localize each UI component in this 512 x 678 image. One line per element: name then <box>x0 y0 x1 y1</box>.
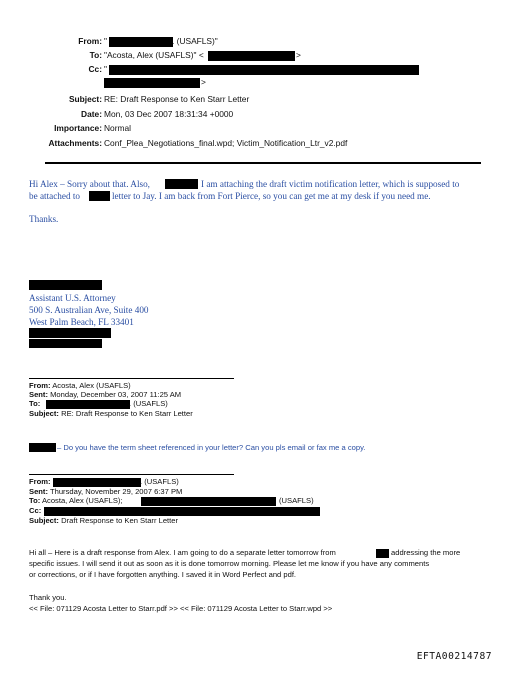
to-label: To: <box>89 50 102 60</box>
to-value: "Acosta, Alex (USAFLS)" < <box>104 50 204 60</box>
cc-label: Cc: <box>88 64 102 74</box>
signature-title: Assistant U.S. Attorney <box>29 293 116 303</box>
forward1-subject-value: RE: Draft Response to Ken Starr Letter <box>61 409 193 418</box>
forward1-from-label: From: <box>29 381 51 390</box>
forward2-to-value: Acosta, Alex (USAFLS); <box>41 496 123 505</box>
forward2-subject-label: Subject: <box>29 516 59 525</box>
redaction-from <box>109 37 173 47</box>
subject-label: Subject: <box>68 94 102 104</box>
forward2-to-suffix: (USAFLS) <box>279 496 314 505</box>
forward2-body-line2: specific issues. I will send it out as soon as it is done tomorrow morning. Please let me know if you have any comments <box>29 559 430 568</box>
forward2-body-line1-b: addressing the more <box>391 548 461 557</box>
importance-label: Importance: <box>54 123 102 133</box>
forward2-sent-value: Thursday, November 29, 2007 6:37 PM <box>49 487 183 496</box>
forward2-to-label: To: <box>29 496 41 505</box>
forward2-thanks: Thank you. <box>29 593 67 602</box>
signature-address1: 500 S. Australian Ave, Suite 400 <box>29 305 149 315</box>
bates-number: EFTA00214787 <box>416 651 492 662</box>
importance-value: Normal <box>104 123 131 133</box>
forward1-sent-value: Monday, December 03, 2007 11:25 AM <box>50 390 182 399</box>
redaction-forward2-to <box>141 497 276 506</box>
redaction-cc-line2 <box>104 78 200 88</box>
redaction-forward2-body <box>376 549 389 558</box>
redaction-cc <box>109 65 419 75</box>
message-line2-b: letter to Jay. I am back from Fort Pierce, so you can get me at my desk if you need me. <box>112 191 431 201</box>
date-value: Mon, 03 Dec 2007 18:31:34 +0000 <box>104 109 234 119</box>
signature-address2: West Palm Beach, FL 33401 <box>29 317 134 327</box>
forward1-divider <box>29 378 234 379</box>
redaction-phone-2 <box>29 339 102 348</box>
redaction-to <box>208 51 295 61</box>
redaction-phone-1 <box>29 328 111 338</box>
forward2-from-suffix: . (USAFLS) <box>140 477 179 486</box>
forward1-to-suffix: . (USAFLS) <box>129 399 168 408</box>
redaction-message-1 <box>165 179 198 189</box>
attachments-value: Conf_Plea_Negotiations_final.wpd; Victim_Notification_Ltr_v2.pdf <box>104 138 348 148</box>
forward2-cc-label: Cc: <box>29 506 42 515</box>
forward1-body: – Do you have the term sheet referenced in your letter? Can you pls email or fax me a copy. <box>57 443 366 452</box>
forward1-sent-label: Sent: <box>29 390 48 399</box>
forward1-from-value: Acosta, Alex (USAFLS) <box>52 381 131 390</box>
forward2-subject-value: Draft Response to Ken Starr Letter <box>61 516 179 525</box>
message-line2-a: be attached to <box>29 191 81 201</box>
date-label: Date: <box>81 109 102 119</box>
to-tail: > <box>296 50 301 60</box>
from-quote: " <box>104 36 107 46</box>
forward2-sent-label: Sent: <box>29 487 48 496</box>
forward1-to-label: To: <box>29 399 41 408</box>
redaction-forward2-cc <box>44 507 320 516</box>
redaction-message-2 <box>89 191 110 201</box>
message-thanks: Thanks. <box>29 214 59 224</box>
redaction-forward1-body <box>29 443 56 452</box>
message-line1-a: Hi Alex – Sorry about that. Also, <box>29 179 150 189</box>
attachments-label: Attachments: <box>48 138 102 148</box>
forward2-from-label: From: <box>29 477 51 486</box>
forward2-body-line3: or corrections, or if I have forgotten anything. I saved it in Word Perfect and pdf. <box>29 570 297 579</box>
redaction-sender-name <box>29 280 102 290</box>
forward1-subject-label: Subject: <box>29 409 59 418</box>
from-label: From: <box>78 36 102 46</box>
subject-value: RE: Draft Response to Ken Starr Letter <box>104 94 250 104</box>
forward2-attachment-list: << File: 071129 Acosta Letter to Starr.pdf >> << File: 071129 Acosta Letter to Starr.wpd >> <box>29 604 333 613</box>
message-line1-b: I am attaching the draft victim notification letter, which is supposed to <box>201 179 460 189</box>
header-divider <box>45 162 481 164</box>
from-value: . (USAFLS)" <box>172 36 218 46</box>
forward2-divider <box>29 474 234 475</box>
cc-tail: > <box>201 77 206 87</box>
redaction-forward1-to <box>46 400 130 409</box>
redaction-forward2-from <box>53 478 141 487</box>
cc-quote: " <box>104 64 107 74</box>
forward2-body-line1-a: Hi all – Here is a draft response from Alex. I am going to do a separate letter tomorrow from <box>29 548 336 557</box>
